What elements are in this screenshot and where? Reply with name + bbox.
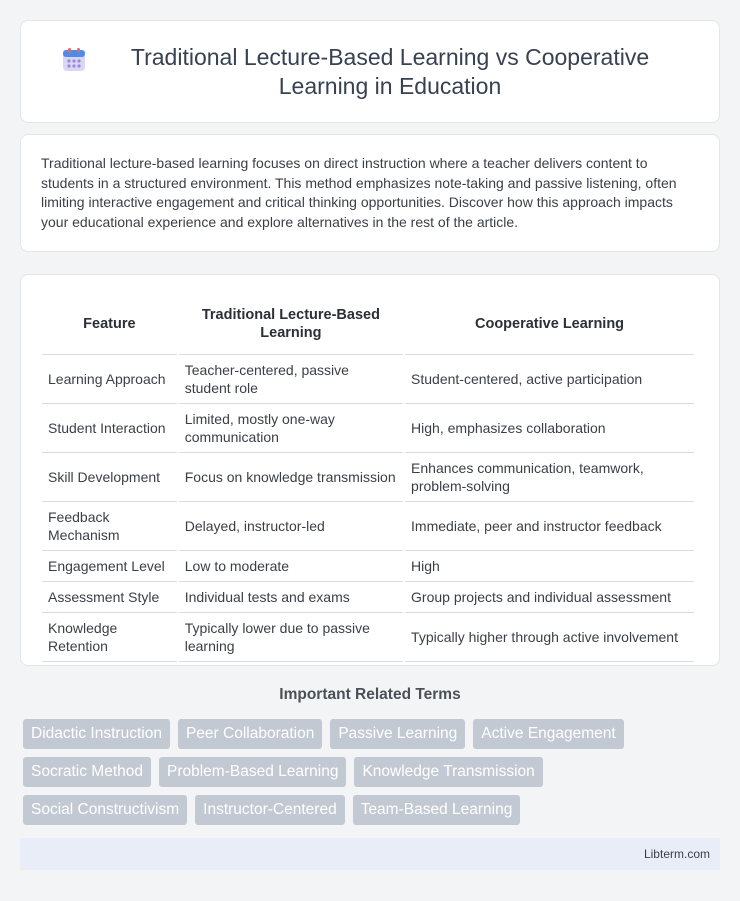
- comparison-table: [40, 293, 696, 662]
- table-cell: Knowledge Retention: [42, 613, 177, 662]
- header-card: [20, 20, 720, 123]
- table-cell: Delayed, instructor-led: [179, 502, 403, 551]
- header-traditional: Traditional Lecture-Based Learning: [179, 293, 403, 355]
- table-cell: Engagement Level: [42, 551, 177, 582]
- table-cell: Group projects and individual assessment: [405, 582, 694, 613]
- table-cell: Skill Development: [42, 453, 177, 502]
- tag-problem-based-learning[interactable]: Problem-Based Learning: [159, 757, 346, 787]
- table-row: [42, 551, 694, 582]
- table-cell: High, emphasizes collaboration: [405, 404, 694, 453]
- intro-text: Traditional lecture-based learning focuses on direct instruction where a teacher delivers content to students in a structured environment. This method emphasizes note-taking and passive listening, often limiting interactive engagement and critical thinking opportunities. Discover how this approach impacts your educational experience and explore alternatives in the rest of the article.: [41, 155, 677, 230]
- tag-instructor-centered[interactable]: Instructor-Centered: [195, 795, 345, 825]
- table-cell: Typically lower due to passive learning: [179, 613, 403, 662]
- table-cell: Enhances communication, teamwork, problem-solving: [405, 453, 694, 502]
- table-cell: Student-centered, active participation: [405, 355, 694, 404]
- tag-peer-collaboration[interactable]: Peer Collaboration: [178, 719, 322, 749]
- page-title: Traditional Lecture-Based Learning vs Cooperative Learning in Education: [130, 43, 650, 99]
- footer-brand-link[interactable]: Libterm.com: [643, 847, 710, 861]
- header-feature: Feature: [42, 293, 177, 355]
- tag-didactic-instruction[interactable]: Didactic Instruction: [23, 719, 170, 749]
- table-cell: Low to moderate: [179, 551, 403, 582]
- comparison-table-card: [20, 274, 720, 666]
- table-row: [42, 582, 694, 613]
- table-row: [42, 453, 694, 502]
- calendar-icon: [61, 47, 87, 73]
- table-cell: Learning Approach: [42, 355, 177, 404]
- table-row: [42, 355, 694, 404]
- table-cell: Immediate, peer and instructor feedback: [405, 502, 694, 551]
- table-cell: Typically higher through active involvement: [405, 613, 694, 662]
- table-row: [42, 613, 694, 662]
- table-row: [42, 502, 694, 551]
- table-row: [42, 404, 694, 453]
- footer: [20, 838, 720, 870]
- header-cooperative: Cooperative Learning: [405, 293, 694, 355]
- tag-knowledge-transmission[interactable]: Knowledge Transmission: [354, 757, 542, 787]
- table-cell: Student Interaction: [42, 404, 177, 453]
- table-cell: High: [405, 551, 694, 582]
- tag-active-engagement[interactable]: Active Engagement: [473, 719, 623, 749]
- table-cell: Teacher-centered, passive student role: [179, 355, 403, 404]
- related-terms-heading: Important Related Terms: [279, 686, 461, 703]
- table-cell: Limited, mostly one-way communication: [179, 404, 403, 453]
- tag-socratic-method[interactable]: Socratic Method: [23, 757, 151, 787]
- intro-card: [20, 134, 720, 252]
- table-cell: Assessment Style: [42, 582, 177, 613]
- tag-team-based-learning[interactable]: Team-Based Learning: [353, 795, 521, 825]
- table-cell: Individual tests and exams: [179, 582, 403, 613]
- related-terms-tags: [23, 719, 723, 833]
- table-cell: Feedback Mechanism: [42, 502, 177, 551]
- table-cell: Focus on knowledge transmission: [179, 453, 403, 502]
- tag-social-constructivism[interactable]: Social Constructivism: [23, 795, 187, 825]
- table-header-row: [42, 293, 694, 355]
- tag-passive-learning[interactable]: Passive Learning: [330, 719, 465, 749]
